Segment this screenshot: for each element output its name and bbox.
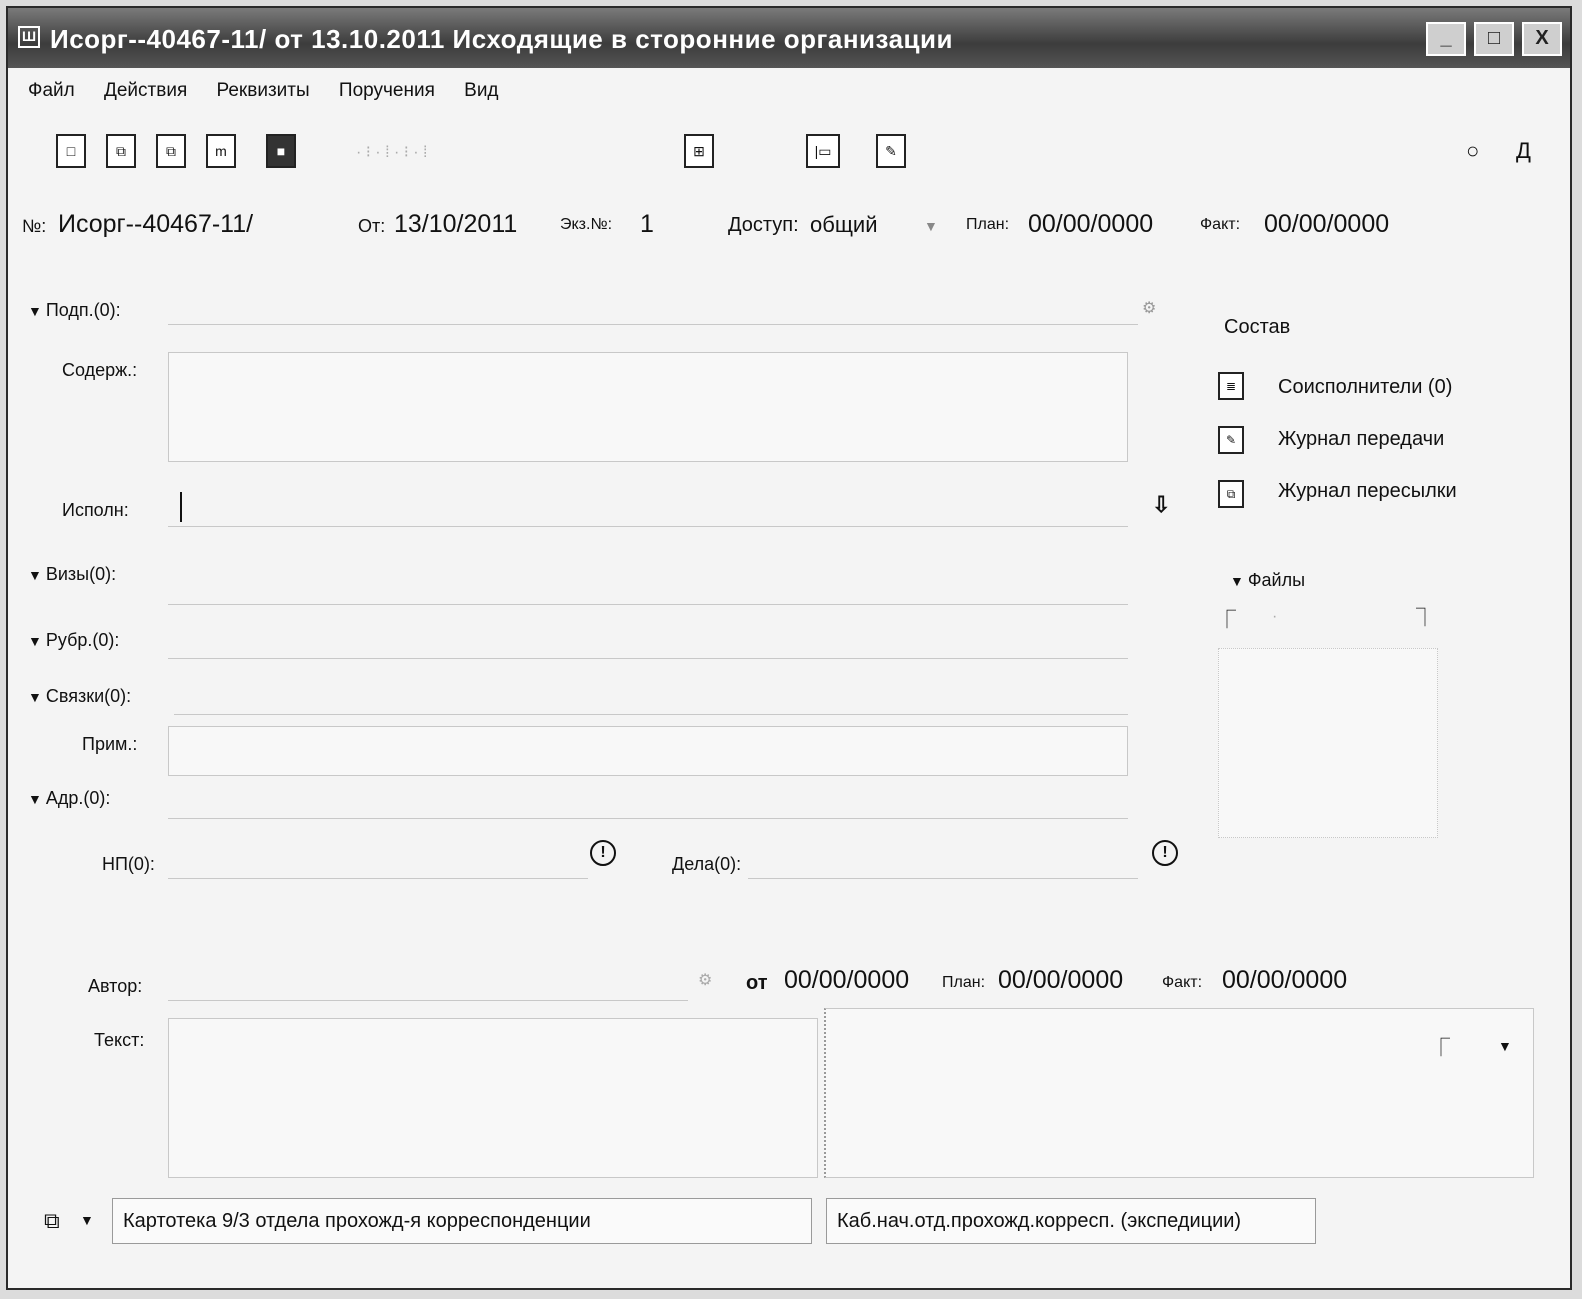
access-dropdown-icon[interactable]: ▼ [924,218,938,234]
expand-arrow-icon: ▼ [28,303,42,319]
status-bar [8,1198,1570,1248]
minimize-button[interactable]: _ [1426,22,1466,56]
addressees-toggle[interactable]: ▼ Адр.(0): [28,788,111,808]
register-icon[interactable]: |▭ [806,134,840,168]
document-window [6,6,1572,1290]
executor-label: Исполн: [62,500,129,520]
co-executors-link[interactable]: Соисполнители (0) [1278,376,1453,398]
links-field[interactable] [174,714,1128,715]
number-value[interactable]: Исорг--40467-11/ [58,210,254,238]
composition-title: Состав [1224,316,1291,338]
cases-label: Дела(0): [672,854,742,874]
note-field[interactable] [168,726,1128,776]
plan-label: План: [966,216,1010,233]
cases-info-icon[interactable]: ! [1152,840,1178,866]
content-textarea[interactable] [168,352,1128,462]
from-date[interactable]: 13/10/2011 [394,210,518,238]
np-info-icon[interactable]: ! [590,840,616,866]
text-label: Текст: [94,1030,145,1050]
signers-edit-icon[interactable]: ⚙ [1142,300,1157,317]
author-select-icon[interactable]: ⚙ [698,972,713,989]
open-file-icon[interactable]: ⏋ [1416,608,1434,628]
copy-all-icon[interactable]: ⧉ [156,134,186,168]
menu-assignments[interactable]: Поручения [338,80,435,101]
author-from-date[interactable]: 00/00/0000 [784,966,910,994]
app-icon: Ш [18,26,40,48]
disabled-toolbar-icons: · ⁝ · ⁞ · ⁝ · ⁞ [356,144,428,161]
author-fact-label: Факт: [1162,974,1203,991]
title-bar [8,8,1570,68]
signers-field[interactable] [168,324,1138,325]
visas-toggle[interactable]: ▼ Визы(0): [28,564,117,584]
menu-requisites[interactable]: Реквизиты [216,80,310,101]
author-label: Автор: [88,976,143,996]
attach-dropdown-icon[interactable]: ▼ [1498,1038,1512,1054]
note-label: Прим.: [82,734,138,754]
addressees-field[interactable] [168,818,1128,819]
copy-number-value[interactable]: 1 [640,210,654,238]
close-button[interactable]: X [1522,22,1562,56]
menu-file[interactable]: Файл [28,80,75,101]
card-index-dropdown-icon[interactable]: ▼ [80,1212,94,1228]
forwarding-log-icon: ⧉ [1218,480,1244,508]
executor-cursor [180,492,182,522]
np-label: НП(0): [102,854,155,874]
new-document-icon[interactable]: □ [56,134,86,168]
author-plan-label: План: [942,974,986,991]
access-value[interactable]: общий [810,212,878,237]
cabinet-field[interactable]: Каб.нач.отд.прохожд.корресп. (экспедиции) [826,1198,1316,1244]
plan-date[interactable]: 00/00/0000 [1028,210,1154,238]
copy-document-icon[interactable]: ⧉ [106,134,136,168]
toolbar-right-d[interactable]: Д [1516,138,1531,163]
cases-field[interactable] [748,878,1138,879]
print-icon[interactable]: m [206,134,236,168]
text-textarea[interactable] [168,1018,818,1178]
author-plan-date[interactable]: 00/00/0000 [998,966,1124,994]
forwarding-log-link[interactable]: Журнал пересылки [1278,480,1457,502]
card-index-field[interactable]: Картотека 9/3 отдела прохожд-я корреспонденции [112,1198,812,1244]
links-toggle[interactable]: ▼ Связки(0): [28,686,132,706]
executor-select-icon[interactable]: ⇩ [1152,492,1171,517]
copy-number-label: Экз.№: [560,216,613,233]
co-executors-icon: ≣ [1218,372,1244,400]
access-label: Доступ: [728,214,799,236]
executor-field[interactable] [168,526,1128,527]
files-list[interactable] [1218,648,1438,838]
approve-icon[interactable]: ✎ [876,134,906,168]
np-field[interactable] [168,878,588,879]
files-toggle[interactable]: ▼ Файлы [1230,570,1306,590]
toolbar-right-circle[interactable]: ○ [1466,138,1480,163]
visas-field[interactable] [168,604,1128,605]
text-attachment-area[interactable] [824,1008,1534,1178]
author-from-label: от [746,972,768,994]
author-fact-date[interactable]: 00/00/0000 [1222,966,1348,994]
card-index-icon[interactable]: ⧉ [44,1208,60,1233]
menu-view[interactable]: Вид [464,80,499,101]
remove-file-icon[interactable]: · [1272,608,1278,625]
number-label: №: [22,216,47,236]
rubrics-toggle[interactable]: ▼ Рубр.(0): [28,630,120,650]
window-title: Исорг--40467-11/ от 13.10.2011 Исходящие в сторонние организации [50,24,953,54]
menu-actions[interactable]: Действия [104,80,188,101]
rubrics-field[interactable] [168,658,1128,659]
content-label: Содерж.: [62,360,138,380]
report-icon[interactable]: ⊞ [684,134,714,168]
fact-date[interactable]: 00/00/0000 [1264,210,1390,238]
signers-toggle[interactable]: ▼ Подп.(0): [28,300,121,320]
add-file-icon[interactable]: ⎾ [1218,610,1236,630]
transfer-log-link[interactable]: Журнал передачи [1278,428,1445,450]
from-label: От: [358,216,386,236]
attach-file-icon[interactable]: ⎾ [1432,1038,1450,1058]
maximize-button[interactable]: □ [1474,22,1514,56]
author-field[interactable] [168,1000,688,1001]
save-icon[interactable]: ■ [266,134,296,168]
toolbar [36,134,1570,184]
transfer-log-icon: ✎ [1218,426,1244,454]
fact-label: Факт: [1200,216,1241,233]
menu-bar [8,80,503,110]
